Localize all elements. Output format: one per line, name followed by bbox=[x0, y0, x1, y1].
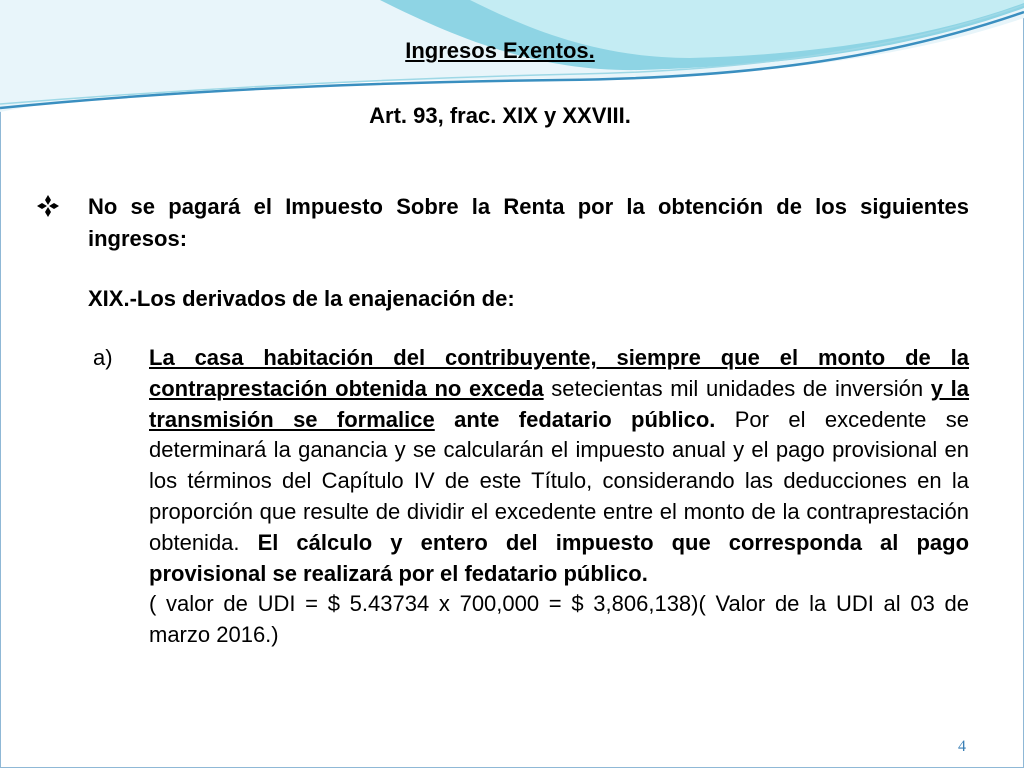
diamond-bullet-icon bbox=[36, 194, 60, 218]
section-heading-xix: XIX.-Los derivados de la enajenación de: bbox=[88, 286, 515, 311]
text-setecientas-mil: setecientas mil unidades de inversión bbox=[543, 375, 931, 401]
text-space bbox=[435, 407, 454, 432]
bullet-intro-text: No se pagará el Impuesto Sobre la Renta por la obtención de los siguientes ingresos: bbox=[88, 194, 969, 251]
slide-title: Ingresos Exentos. bbox=[405, 38, 595, 63]
list-item-marker: a) bbox=[93, 345, 113, 370]
highlight-transmision: y la transmisión se formalice bbox=[149, 375, 970, 432]
highlight-fedatario: ante fedatario público. bbox=[454, 406, 716, 432]
article-reference: Art. 93, frac. XIX y XXVIII. bbox=[369, 103, 631, 128]
text-valor-udi: ( valor de UDI = $ 5.43734 x 700,000 = $ 3,806,138)( Valor de la UDI al 03 de marzo 2016.) bbox=[149, 591, 969, 648]
list-item-body bbox=[149, 343, 969, 651]
page-number: 4 bbox=[958, 738, 966, 755]
text-excedente: Por el excedente se determinará la ganancia y se calcularán el impuesto anual y el pago provisional en los términos del Capítulo IV de este Título, considerando las deducciones en la proporción que resulte de dividir el excedente entre el monto de la contraprestación obtenida. bbox=[149, 406, 969, 555]
highlight-casa-habitacion: La casa habitación del contribuyente, siempre que el monto de la contraprestación obtenida no exceda bbox=[149, 345, 969, 401]
highlight-calculo: El cálculo y entero del impuesto que corresponda al pago provisional se realizará por el fedatario público. bbox=[149, 529, 970, 586]
